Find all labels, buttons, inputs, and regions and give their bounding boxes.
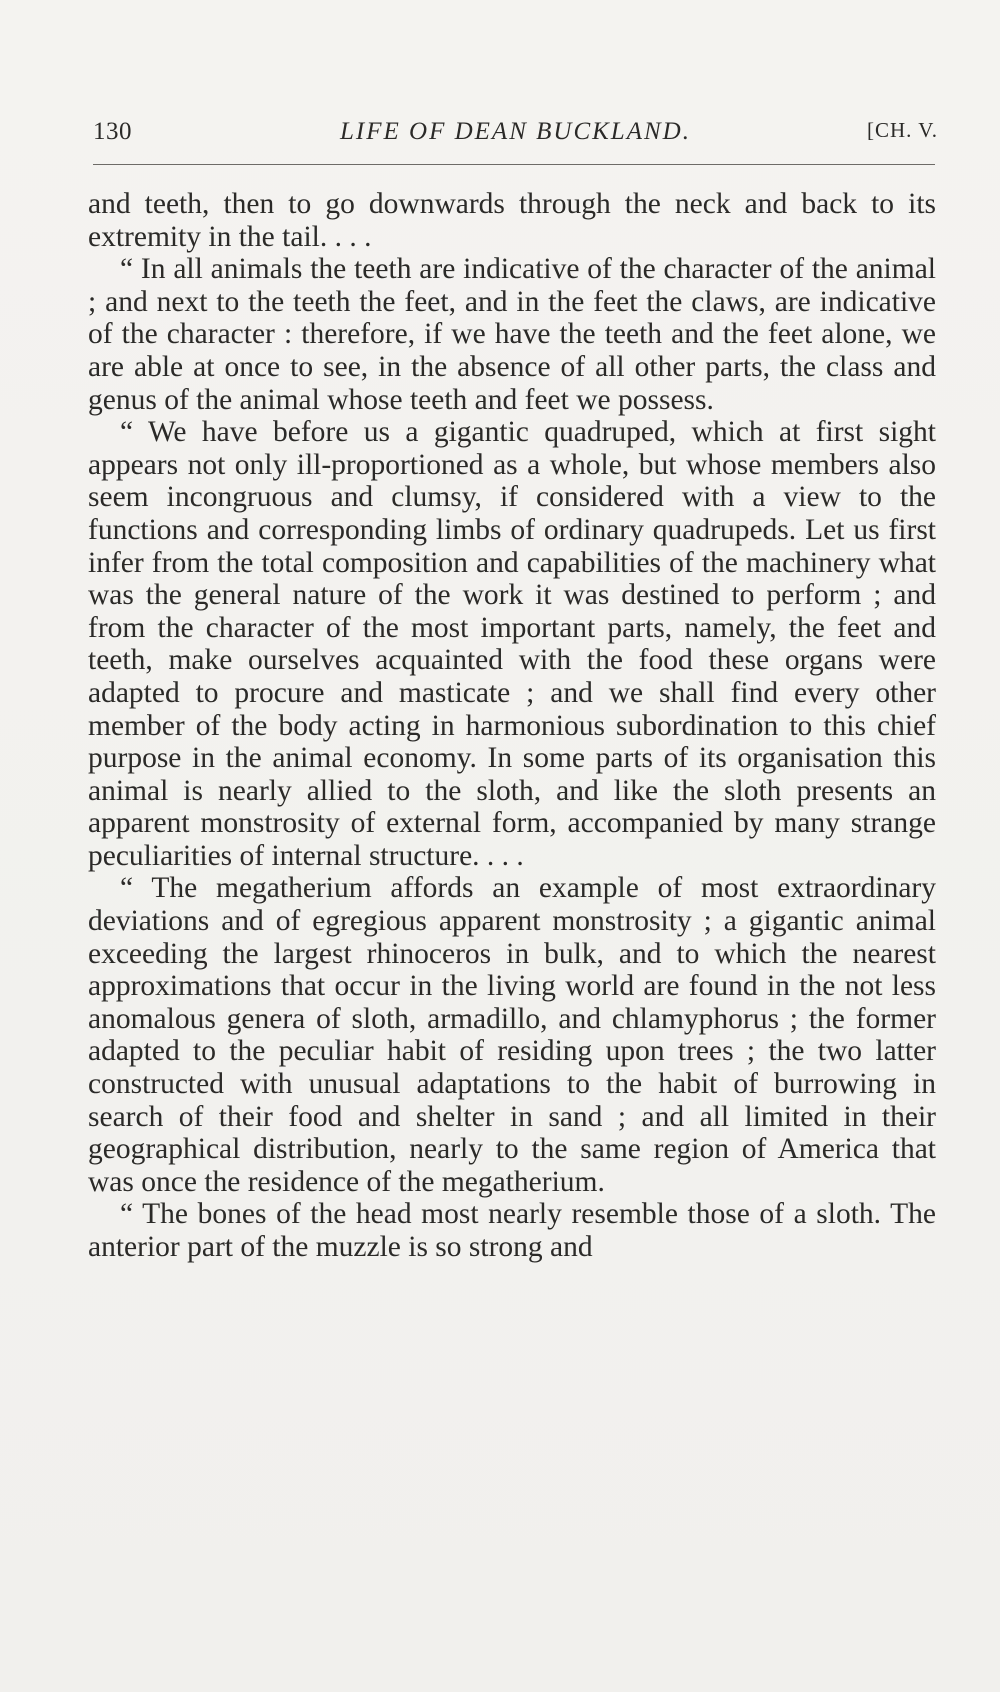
chapter-marker: [CH. V. bbox=[867, 118, 938, 142]
header-rule bbox=[93, 164, 935, 165]
body-text bbox=[88, 188, 936, 1264]
paragraph: “ The megatherium affords an example of most extraordinary deviations and of egregious apparent monstrosity ; a gigantic animal exceeding the largest rhinoceros in bulk, and to which the nearest approximations that occur in the living world are found in the not less anomalous genera of sloth, armadillo, and chlamyphorus ; the former adapted to the peculiar habit of residing upon trees ; the two latter constructed with unusual adaptations to the habit of burrowing in search of their food and shelter in sand ; and all limited in their geographical distribution, nearly to the same region of America that was once the residence of the megatherium. bbox=[88, 872, 936, 1198]
paragraph: “ The bones of the head most nearly resemble those of a sloth. The anterior part of the muzzle is so strong and bbox=[88, 1198, 936, 1263]
paragraph: “ In all animals the teeth are indicative of the character of the animal ; and next to the teeth the feet, and in the feet the claws, are indicative of the character : therefore, if we have the teeth and the feet alone, we are able at once to see, in the absence of all other parts, the class and genus of the animal whose teeth and feet we possess. bbox=[88, 253, 936, 416]
running-title: LIFE OF DEAN BUCKLAND. bbox=[340, 118, 691, 145]
paragraph: and teeth, then to go downwards through the neck and back to its extremity in the tail. . . . bbox=[88, 188, 936, 253]
paragraph: “ We have before us a gigantic quadruped, which at first sight appears not only ill-proportioned as a whole, but whose members also seem incongruous and clumsy, if considered with a view to the functions and corresponding limbs of ordinary quadrupeds. Let us first infer from the total composition and capabilities of the machinery what was the general nature of the work it was destined to perform ; and from the character of the most important parts, namely, the feet and teeth, make ourselves acquainted with the food these organs were adapted to procure and masticate ; and we shall find every other member of the body acting in harmonious subordination to this chief purpose in the animal economy. In some parts of its organisation this animal is nearly allied to the sloth, and like the sloth presents an apparent monstrosity of external form, accompanied by many strange peculiarities of internal structure. . . . bbox=[88, 416, 936, 872]
page-number: 130 bbox=[93, 118, 132, 145]
page-header bbox=[93, 112, 938, 152]
